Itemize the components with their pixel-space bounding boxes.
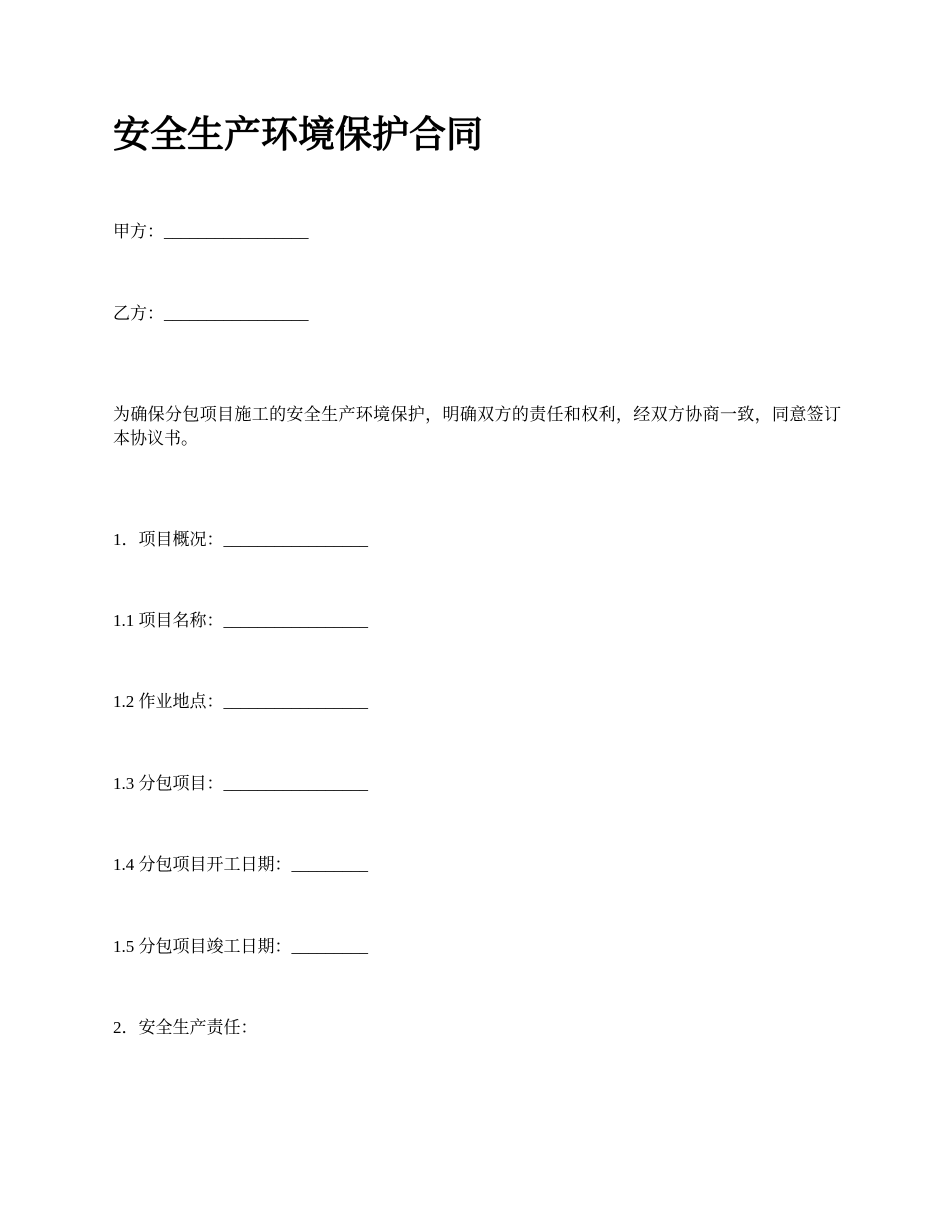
item-completion-date: 1.5 分包项目竣工日期：_________ <box>113 937 368 956</box>
party-a-line: 甲方：_________________ <box>113 222 309 241</box>
item-project-overview: 1．项目概况：_________________ <box>113 530 368 549</box>
item-work-location: 1.2 作业地点：_________________ <box>113 692 368 711</box>
item-subcontract-project: 1.3 分包项目：_________________ <box>113 774 368 793</box>
item-project-name: 1.1 项目名称：_________________ <box>113 611 368 630</box>
party-b-line: 乙方：_________________ <box>113 304 309 323</box>
item-start-date: 1.4 分包项目开工日期：_________ <box>113 855 368 874</box>
document-title: 安全生产环境保护合同 <box>113 115 483 156</box>
item-safety-responsibility: 2．安全生产责任： <box>113 1018 258 1037</box>
intro-paragraph: 为确保分包项目施工的安全生产环境保护，明确双方的责任和权利，经双方协商一致，同意签订本协议书。 <box>113 405 841 448</box>
